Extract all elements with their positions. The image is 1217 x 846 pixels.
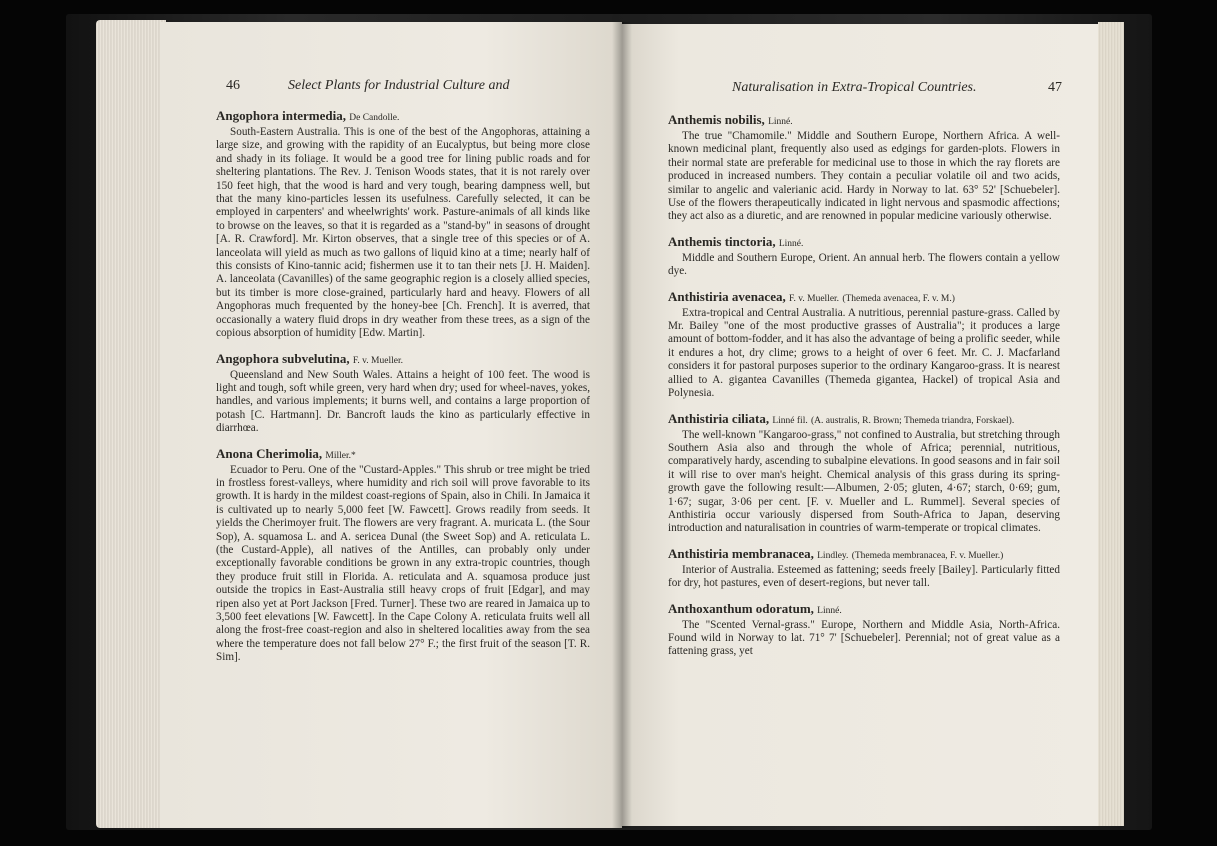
running-title: Naturalisation in Extra-Tropical Countries.	[732, 80, 977, 95]
entry	[216, 446, 590, 665]
page-number: 47	[1048, 80, 1062, 95]
running-title: Select Plants for Industrial Culture and	[288, 78, 510, 93]
species-author: Lindley.	[817, 550, 849, 561]
entry-text: Ecuador to Peru. One of the "Custard-Apples." This shrub or tree might be tried in frostless forest-valleys, where humidity and rich soil will prove favorable to its growth. It is hardy in the mildest coast-regions of Spain, also in Chili. In Jamaica it is cultivated up to nearly 5,000 feet [W. Fawcett]. Grows readily from seeds. It yields the Cherimoyer fruit. The flowers are very fragrant. A. muricata L. (the Sour Sop), A. squamosa L. and A. sericea Dunal (the Sweet Sop) and A. reticulata L. (the Custard-Apple), all natives of the Antilles, can probably only under exceptionally favorable conditions be grown in any extra-tropic countries, though they produce fruit still in Florida. A. reticulata and A. squamosa produce just outside the tropics in East-Australia still heavy crops of fruit [Edgar], and may ripen also yet at Port Jackson [Fred. Turner]. These two are reared in Jamaica up to 3,500 feet elevations [W. Fawcett]. In the Cape Colony A. reticulata fruits well all along the frost-free coast-region and also in sheltered localities away from the sea where the temperature does not fall below 27° F.; the first fruit of the season [T. R. Sim].	[216, 463, 590, 664]
entry	[216, 108, 590, 341]
right-page	[622, 24, 1098, 826]
entry-text: Middle and Southern Europe, Orient. An annual herb. The flowers contain a yellow dye.	[668, 251, 1060, 278]
species-author: Linné fil.	[772, 415, 808, 426]
entry-heading	[668, 411, 1060, 429]
entry-text: Interior of Australia. Esteemed as fattening; seeds freely [Bailey]. Particularly fitted for dry, hot pastures, even of desert-regions, but never tall.	[668, 563, 1060, 590]
entry	[668, 546, 1060, 591]
species-synonym: (A. australis, R. Brown; Themeda triandra, Forskael).	[810, 415, 1015, 426]
species-name: Anthistiria membranacea,	[668, 545, 814, 561]
entry-text: The true "Chamomile." Middle and Southern Europe, Northern Africa. A well-known medicinal plant, frequently also used as edgings for garden-plots. Flowers in their normal state are preferable for medicinal use to those in which the ray florets are produced in increased numbers. They contain a peculiar volatile oil and two acids, similar to angelic and valerianic acid. Hardy in Norway to lat. 63° 52' [Schuebeler]. Use of the flowers therapeutically indicated in light nervous and spasmodic affections; they act also as a diuretic, and are renowned in popular medicine variously otherwise.	[668, 130, 1060, 223]
left-page-column	[216, 108, 590, 675]
entry-text: Extra-tropical and Central Australia. A nutritious, perennial pasture-grass. Called by Mr. Bailey "one of the most productive grasses of Australia"; it produces a large amount of bottom-fodder, and it has also the advantage of being a prolific seeder, while it endures a hot, dry clime; grows to a height of over 6 feet. Mr. C. J. Macfarland considers it for pastoral purposes superior to the ordinary Kangaroo-grass. It is nearest allied to A. gigantea Cavanilles (Themeda gigantea, Hackel) of tropical Asia and Polynesia.	[668, 306, 1060, 400]
entry-heading	[216, 108, 590, 126]
entry-heading	[668, 234, 1060, 252]
species-author: Linné.	[778, 238, 804, 249]
entry-heading	[668, 112, 1060, 130]
species-author: Linné.	[768, 117, 793, 127]
species-synonym: (Themeda membranacea, F. v. Mueller.)	[851, 550, 1004, 561]
right-page-column	[668, 112, 1060, 669]
left-page	[160, 22, 622, 828]
entry-heading	[668, 601, 1060, 619]
page-edges-left	[96, 20, 166, 828]
species-author: F. v. Mueller.	[352, 355, 403, 366]
species-author: De Candolle.	[349, 113, 400, 123]
entry	[668, 601, 1060, 659]
species-name: Anona Cherimolia,	[216, 445, 323, 461]
entry-text: The "Scented Vernal-grass." Europe, Northern and Middle Asia, North-Africa. Found wild in Norway to lat. 71° 7' [Schuebeler]. Perennial; not of great value as a fattening grass, yet	[668, 618, 1060, 658]
species-name: Anthemis tinctoria,	[668, 233, 776, 249]
entry-text: The well-known "Kangaroo-grass," not confined to Australia, but stretching through Southern Asia also and through the whole of Africa; perennial, nutritious, comparatively hardy, ascending to subalpine elevations. In good seasons and in fair soil it will rise to over man's height. Chemical analysis of this grass during its spring-growth gave the following result:—Albumen, 2·05; gluten, 4·67; starch, 0·69; gum, 1·67; sugar, 3·06 per cent. [F. v. Mueller and L. Rummel]. Several species of Anthistiria occur variously dispersed from South-Africa to Japan, deserving introduction and naturalisation in countries of warm-temperate or tropical climates.	[668, 428, 1060, 535]
entry	[216, 351, 590, 436]
entry	[668, 112, 1060, 224]
species-name: Angophora intermedia,	[216, 108, 346, 123]
entry-text: South-Eastern Australia. This is one of the best of the Angophoras, attaining a large size, and growing with the rapidity of an Eucalyptus, but being more close and shady in its foliage. It would be a good tree for lining public roads and for sheltering plantations. The Rev. J. Tenison Woods states, that it is not rarely over 150 feet high, that the wood is hard and very tough, bearing dampness well, but that the many kino-particles lessen its usefulness. Carefully selected, it can be employed in carpenters' and wheelwrights' work. Pasture-animals of all kinds like to browse on the leaves, so that it is regarded as a "stand-by" in seasons of drought [A. R. Crawford]. Mr. Kirton observes, that a single tree of this species or of A. lanceolata will yield as much as two gallons of liquid kino at a time; nearly half of this consists of Kino-tannic acid; fishermen use it to tan their nets [J. H. Maiden]. A. lanceolata (Cavanilles) of the same geographic region is a closely allied species, but its timber is more close-grained, particularly hard and heavy. Flowers of all Angophoras much frequented by the honey-bee [Ch. French]. It is averred, that occasionally a watery fluid drops in dry weather from these trees, as a sign of the copious absorption of humidity [Edw. Martin].	[216, 126, 590, 340]
entry-heading	[668, 289, 1060, 307]
species-author: Linné.	[817, 605, 842, 616]
species-name: Anthistiria avenacea,	[668, 288, 786, 304]
page-edges-right	[1098, 22, 1124, 826]
species-author: F. v. Mueller.	[788, 293, 840, 304]
species-author: Miller.*	[325, 450, 356, 461]
book-gutter	[612, 22, 632, 828]
species-name: Anthoxanthum odoratum,	[668, 600, 814, 616]
species-name: Anthistiria ciliata,	[668, 410, 770, 426]
entry	[668, 289, 1060, 401]
entry-heading	[668, 546, 1060, 564]
page-number: 46	[226, 78, 240, 93]
entry-text: Queensland and New South Wales. Attains a height of 100 feet. The wood is light and tough, soft while green, very hard when dry; used for wheel-naves, yokes, handles, and various implements; it burns well, and contains a large proportion of potash [C. Hartmann]. Dr. Bancroft lauds the kino as particularly effective in diarrhœa.	[216, 368, 590, 435]
entry-heading	[216, 446, 590, 464]
species-name: Angophora subvelutina,	[216, 350, 350, 366]
entry	[668, 234, 1060, 279]
entry-heading	[216, 351, 590, 369]
species-name: Anthemis nobilis,	[668, 112, 765, 127]
entry	[668, 411, 1060, 536]
species-synonym: (Themeda avenacea, F. v. M.)	[842, 293, 955, 304]
